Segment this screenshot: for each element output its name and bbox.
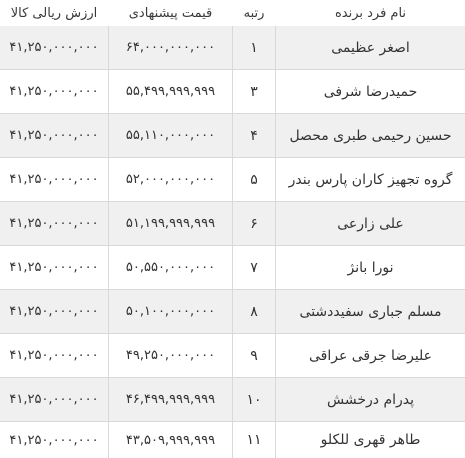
cell-name: اصغر عظیمی (331, 39, 410, 56)
cell-rank: ۱۰ (232, 378, 276, 421)
table-row (0, 378, 465, 422)
cell-bid: ۵۵,۴۹۹,۹۹۹,۹۹۹ (108, 70, 232, 113)
cell-rank: ۷ (232, 246, 276, 289)
cell-name: پدرام درخشش (327, 391, 415, 408)
header-value: ارزش ریالی کالا (10, 5, 98, 21)
cell-name: حمیدرضا شرفی (323, 83, 418, 100)
cell-name: علیرضا جرقی عراقی (308, 347, 433, 364)
cell-bid: ۴۹,۲۵۰,۰۰۰,۰۰۰ (108, 334, 232, 377)
cell-bid: ۵۰,۵۵۰,۰۰۰,۰۰۰ (108, 246, 232, 289)
cell-value: ۴۱,۲۵۰,۰۰۰,۰۰۰ (9, 216, 99, 231)
cell-rank: ۹ (232, 334, 276, 377)
cell-name: مسلم جباری سفیددشتی (299, 303, 442, 320)
cell-bid: ۶۴,۰۰۰,۰۰۰,۰۰۰ (108, 26, 232, 69)
cell-value: ۴۱,۲۵۰,۰۰۰,۰۰۰ (9, 84, 99, 99)
cell-value: ۴۱,۲۵۰,۰۰۰,۰۰۰ (9, 348, 99, 363)
cell-rank: ۵ (232, 158, 276, 201)
table-row (0, 202, 465, 246)
header-bid: قیمت پیشنهادی (128, 5, 213, 21)
cell-bid: ۴۳,۵۰۹,۹۹۹,۹۹۹ (108, 422, 232, 458)
table-row (0, 158, 465, 202)
cell-bid: ۵۲,۰۰۰,۰۰۰,۰۰۰ (108, 158, 232, 201)
cell-bid: ۴۶,۴۹۹,۹۹۹,۹۹۹ (108, 378, 232, 421)
cell-name: علی زارعی (337, 215, 404, 232)
cell-name: نورا بانژ (347, 259, 394, 276)
header-rank: رتبه (243, 5, 265, 21)
cell-name: حسین رحیمی طبری محصل (289, 127, 452, 144)
cell-rank: ۴ (232, 114, 276, 157)
table-row (0, 290, 465, 334)
table-row (0, 422, 465, 458)
cell-rank: ۶ (232, 202, 276, 245)
cell-bid: ۵۱,۱۹۹,۹۹۹,۹۹۹ (108, 202, 232, 245)
cell-bid: ۵۵,۱۱۰,۰۰۰,۰۰۰ (108, 114, 232, 157)
cell-name: گروه تجهیز کاران پارس بندر (288, 171, 453, 188)
cell-value: ۴۱,۲۵۰,۰۰۰,۰۰۰ (9, 392, 99, 407)
table-header (0, 0, 465, 26)
cell-rank: ۳ (232, 70, 276, 113)
cell-name: طاهر قهری للکلو (320, 432, 421, 448)
cell-value: ۴۱,۲۵۰,۰۰۰,۰۰۰ (9, 40, 99, 55)
cell-rank: ۸ (232, 290, 276, 333)
cell-value: ۴۱,۲۵۰,۰۰۰,۰۰۰ (9, 128, 99, 143)
table-row (0, 26, 465, 70)
cell-bid: ۵۰,۱۰۰,۰۰۰,۰۰۰ (108, 290, 232, 333)
cell-value: ۴۱,۲۵۰,۰۰۰,۰۰۰ (9, 304, 99, 319)
table-row (0, 70, 465, 114)
header-name: نام فرد برنده (334, 5, 407, 21)
cell-value: ۴۱,۲۵۰,۰۰۰,۰۰۰ (9, 260, 99, 275)
cell-rank: ۱ (232, 26, 276, 69)
cell-value: ۴۱,۲۵۰,۰۰۰,۰۰۰ (9, 432, 99, 448)
table-row (0, 334, 465, 378)
table-row (0, 246, 465, 290)
cell-value: ۴۱,۲۵۰,۰۰۰,۰۰۰ (9, 172, 99, 187)
cell-rank: ۱۱ (232, 422, 276, 458)
table-row (0, 114, 465, 158)
